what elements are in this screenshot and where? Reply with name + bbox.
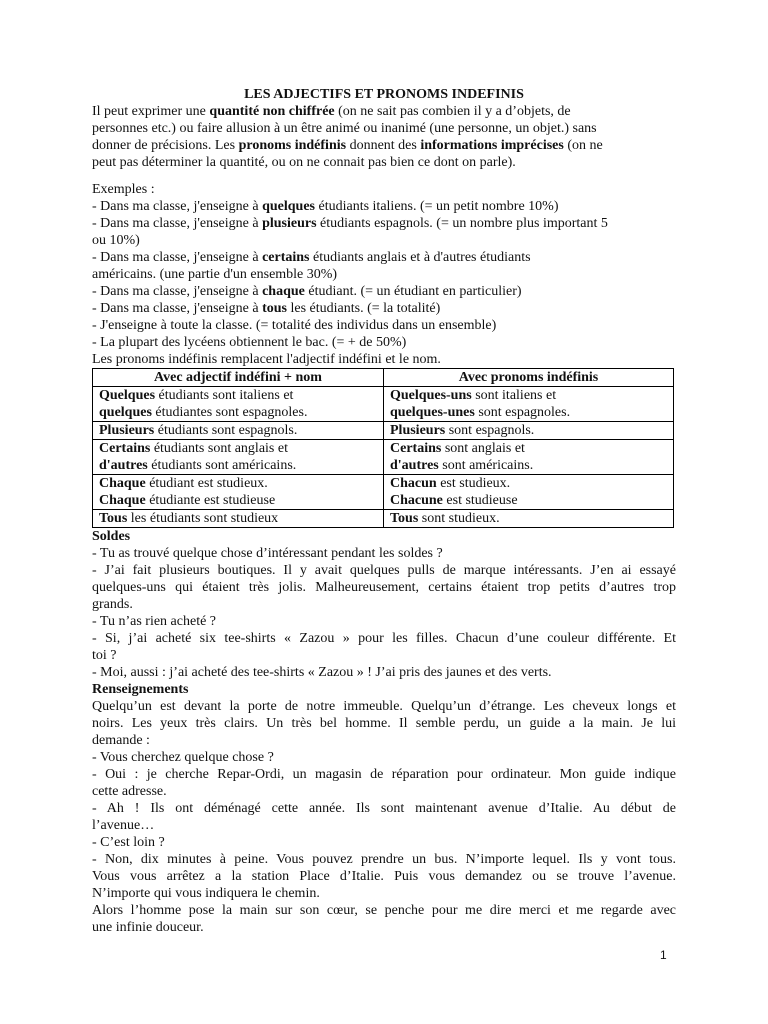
bold-text: quelques-unes xyxy=(390,405,475,420)
text-run: ou 10%) xyxy=(92,233,140,248)
table-cell-line xyxy=(99,510,377,527)
table-cell-line xyxy=(99,457,377,474)
table-cell-line xyxy=(390,475,667,492)
table-cell-pronom xyxy=(384,475,674,510)
text-run: donnent des xyxy=(346,138,421,153)
bold-text: Chaque xyxy=(99,476,146,491)
text-run: - Tu as trouvé quelque chose d’intéressant pendant les soldes ? xyxy=(92,546,443,561)
text-run: demande : xyxy=(92,733,150,748)
soldes-line xyxy=(92,528,676,545)
text-run: (on ne xyxy=(563,138,603,153)
bold-text: certains xyxy=(262,250,310,265)
text-run: sont espagnoles. xyxy=(474,405,571,420)
table-header-pronoms: Avec pronoms indéfinis xyxy=(384,369,674,387)
table-row xyxy=(93,440,674,475)
bold-text: chaque xyxy=(262,284,305,299)
text-run: toi ? xyxy=(92,648,117,663)
text-run: étudiantes sont espagnoles. xyxy=(151,405,308,420)
text-run: - Dans ma classe, j'enseigne à xyxy=(92,250,263,265)
bold-text: Renseignements xyxy=(92,682,189,697)
intro-line xyxy=(92,154,676,171)
table-cell-line xyxy=(99,387,377,404)
renseignements-line xyxy=(92,783,676,800)
soldes-line xyxy=(92,596,676,613)
examples-line xyxy=(92,300,676,317)
table-header-row xyxy=(93,369,674,387)
intro-line xyxy=(92,120,676,137)
text-run: étudiants sont espagnols. xyxy=(154,423,298,438)
table-cell-line xyxy=(390,492,667,509)
table-body xyxy=(93,387,674,528)
text-run: - Dans ma classe, j'enseigne à xyxy=(92,284,263,299)
examples-line xyxy=(92,266,676,283)
bold-text: plusieurs xyxy=(262,216,317,231)
table-cell-adjectif xyxy=(93,440,384,475)
table-cell-pronom xyxy=(384,422,674,440)
bold-text: informations imprécises xyxy=(420,138,564,153)
text-run: Quelqu’un est devant la porte de notre immeuble. Quelqu’un d’étrange. Les cheveux longs et xyxy=(92,699,676,714)
bold-text: Soldes xyxy=(92,529,131,544)
text-run: étudiants espagnols. (= un nombre plus important 5 xyxy=(316,216,608,231)
bold-text: Certains xyxy=(390,441,442,456)
text-run: - Dans ma classe, j'enseigne à xyxy=(92,199,263,214)
bold-text: Plusieurs xyxy=(99,423,155,438)
text-run: est studieux. xyxy=(436,476,511,491)
text-run: - J'enseigne à toute la classe. (= totalité des individus dans un ensemble) xyxy=(92,318,497,333)
text-run: sont studieux. xyxy=(418,511,500,526)
intro-paragraph xyxy=(92,103,676,171)
soldes-section xyxy=(92,528,676,681)
examples-line xyxy=(92,215,676,232)
text-run: (on ne sait pas combien il y a d’objets, de xyxy=(334,104,571,119)
text-run: Il peut exprimer une xyxy=(92,104,210,119)
soldes-line xyxy=(92,562,676,579)
table-cell-line xyxy=(390,404,667,421)
renseignements-line xyxy=(92,885,676,902)
examples-line xyxy=(92,249,676,266)
examples-section xyxy=(92,181,676,368)
table-cell-adjectif xyxy=(93,510,384,528)
table-cell-pronom xyxy=(384,510,674,528)
text-run: - Vous cherchez quelque chose ? xyxy=(92,750,274,765)
examples-line xyxy=(92,181,676,198)
text-run: étudiants italiens. (= un petit nombre 10%) xyxy=(315,199,559,214)
renseignements-line xyxy=(92,817,676,834)
examples-line xyxy=(92,351,676,368)
table-row xyxy=(93,387,674,422)
soldes-line xyxy=(92,579,676,596)
text-run: étudiants sont américains. xyxy=(147,458,297,473)
renseignements-line xyxy=(92,902,676,919)
table-cell-adjectif xyxy=(93,422,384,440)
soldes-line xyxy=(92,647,676,664)
text-run: sont espagnols. xyxy=(445,423,535,438)
text-run: sont italiens et xyxy=(471,388,557,403)
table-row xyxy=(93,510,674,528)
renseignements-line xyxy=(92,698,676,715)
intro-line xyxy=(92,103,676,120)
text-run: - Oui : je cherche Repar-Ordi, un magasin de réparation pour ordinateur. Mon guide indique xyxy=(92,767,676,782)
examples-line xyxy=(92,334,676,351)
comparison-table xyxy=(92,368,674,528)
bold-text: Chacun xyxy=(390,476,437,491)
bold-text: d'autres xyxy=(99,458,148,473)
text-run: étudiant est studieux. xyxy=(145,476,268,491)
text-run: l’avenue… xyxy=(92,818,155,833)
text-run: les étudiants. (= la totalité) xyxy=(286,301,441,316)
table-cell-line xyxy=(99,422,377,439)
table-row xyxy=(93,475,674,510)
table-row xyxy=(93,422,674,440)
text-run: étudiants anglais et à d'autres étudiants xyxy=(309,250,531,265)
document-content xyxy=(92,86,676,936)
text-run: - Dans ma classe, j'enseigne à xyxy=(92,216,263,231)
bold-text: pronoms indéfinis xyxy=(238,138,347,153)
soldes-line xyxy=(92,630,676,647)
bold-text: tous xyxy=(262,301,287,316)
text-run: étudiant. (= un étudiant en particulier) xyxy=(304,284,522,299)
page-number: 1 xyxy=(660,948,667,962)
text-run: - La plupart des lycéens obtiennent le bac. (= + de 50%) xyxy=(92,335,407,350)
table-cell-adjectif xyxy=(93,475,384,510)
text-run: - Tu n’as rien acheté ? xyxy=(92,614,217,629)
text-run: Les pronoms indéfinis remplacent l'adjectif indéfini et le nom. xyxy=(92,352,441,367)
text-run: Alors l’homme pose la main sur son cœur, se penche pour me dire merci et me regarde avec xyxy=(92,903,676,918)
text-run: sont américains. xyxy=(438,458,534,473)
table-cell-line xyxy=(390,422,667,439)
table-cell-adjectif xyxy=(93,387,384,422)
soldes-line xyxy=(92,613,676,630)
renseignements-line xyxy=(92,834,676,851)
text-run: - Ah ! Ils ont déménagé cette année. Ils sont maintenant avenue d’Italie. Au début de xyxy=(92,801,676,816)
text-run: les étudiants sont studieux xyxy=(127,511,279,526)
bold-text: d'autres xyxy=(390,458,439,473)
text-run: donner de précisions. Les xyxy=(92,138,239,153)
bold-text: quelques xyxy=(262,199,315,214)
text-run: - Dans ma classe, j'enseigne à xyxy=(92,301,263,316)
renseignements-line xyxy=(92,800,676,817)
text-run: étudiants sont anglais et xyxy=(150,441,288,456)
renseignements-line xyxy=(92,749,676,766)
renseignements-line xyxy=(92,851,676,868)
text-run: noirs. Les yeux très clairs. Un très bel homme. Il semble perdu, un guide a la main. Je lui xyxy=(92,716,676,731)
table-cell-line xyxy=(390,387,667,404)
soldes-line xyxy=(92,664,676,681)
renseignements-section xyxy=(92,681,676,936)
text-run: sont anglais et xyxy=(441,441,525,456)
bold-text: Tous xyxy=(390,511,419,526)
text-run: - C’est loin ? xyxy=(92,835,165,850)
text-run: peut pas déterminer la quantité, ou on ne connait pas bien ce dont on parle). xyxy=(92,155,516,170)
text-run: N’importe qui vous indiquera le chemin. xyxy=(92,886,320,901)
renseignements-line xyxy=(92,715,676,732)
text-run: - Si, j’ai acheté six tee-shirts « Zazou » pour les filles. Chacun d’une couleur différente. Et xyxy=(92,631,676,646)
renseignements-line xyxy=(92,766,676,783)
bold-text: Certains xyxy=(99,441,151,456)
examples-line xyxy=(92,232,676,249)
bold-text: Quelques-uns xyxy=(390,388,472,403)
text-run: quelques-uns qui étaient très jolis. Malheureusement, certains étaient trop petits d’autres trop xyxy=(92,580,676,595)
text-run: grands. xyxy=(92,597,133,612)
table-cell-line xyxy=(99,440,377,457)
text-run: étudiants sont italiens et xyxy=(155,388,294,403)
renseignements-line xyxy=(92,732,676,749)
bold-text: Tous xyxy=(99,511,128,526)
examples-line xyxy=(92,317,676,334)
text-run: - Moi, aussi : j’ai acheté des tee-shirts « Zazou » ! J’ai pris des jaunes et des verts. xyxy=(92,665,552,680)
examples-line xyxy=(92,283,676,300)
table-header-adjectif: Avec adjectif indéfini + nom xyxy=(93,369,384,387)
examples-line xyxy=(92,198,676,215)
bold-text: Chaque xyxy=(99,493,146,508)
text-run: une infinie douceur. xyxy=(92,920,204,935)
table-cell-line xyxy=(99,404,377,421)
text-run: Exemples : xyxy=(92,182,155,197)
text-run: Vous vous arrêtez a la station Place d’Italie. Puis vous demandez ou se trouve l’avenue. xyxy=(92,869,676,884)
text-run: est studieuse xyxy=(442,493,518,508)
spacer xyxy=(92,171,676,181)
text-run: américains. (une partie d'un ensemble 30%) xyxy=(92,267,338,282)
renseignements-line xyxy=(92,868,676,885)
table-cell-line xyxy=(99,475,377,492)
bold-text: Quelques xyxy=(99,388,156,403)
intro-line xyxy=(92,137,676,154)
table-cell-pronom xyxy=(384,440,674,475)
text-run: personnes etc.) ou faire allusion à un être animé ou inanimé (une personne, un objet.) sans xyxy=(92,121,597,136)
document-title: LES ADJECTIFS ET PRONOMS INDEFINIS xyxy=(244,87,524,102)
bold-text: Chacune xyxy=(390,493,443,508)
text-run: cette adresse. xyxy=(92,784,167,799)
table-cell-line xyxy=(390,510,667,527)
table-cell-line xyxy=(390,457,667,474)
bold-text: quelques xyxy=(99,405,152,420)
renseignements-line xyxy=(92,681,676,698)
renseignements-line xyxy=(92,919,676,936)
bold-text: Plusieurs xyxy=(390,423,446,438)
bold-text: quantité non chiffrée xyxy=(209,104,335,119)
soldes-line xyxy=(92,545,676,562)
table-cell-line xyxy=(390,440,667,457)
text-run: étudiante est studieuse xyxy=(145,493,276,508)
table-cell-line xyxy=(99,492,377,509)
text-run: - J’ai fait plusieurs boutiques. Il y avait quelques pulls de marque intéressants. J’en ai essayé xyxy=(92,563,676,578)
text-run: - Non, dix minutes à peine. Vous pouvez prendre un bus. N’importe lequel. Ils y vont tous. xyxy=(92,852,676,867)
table-cell-pronom xyxy=(384,387,674,422)
